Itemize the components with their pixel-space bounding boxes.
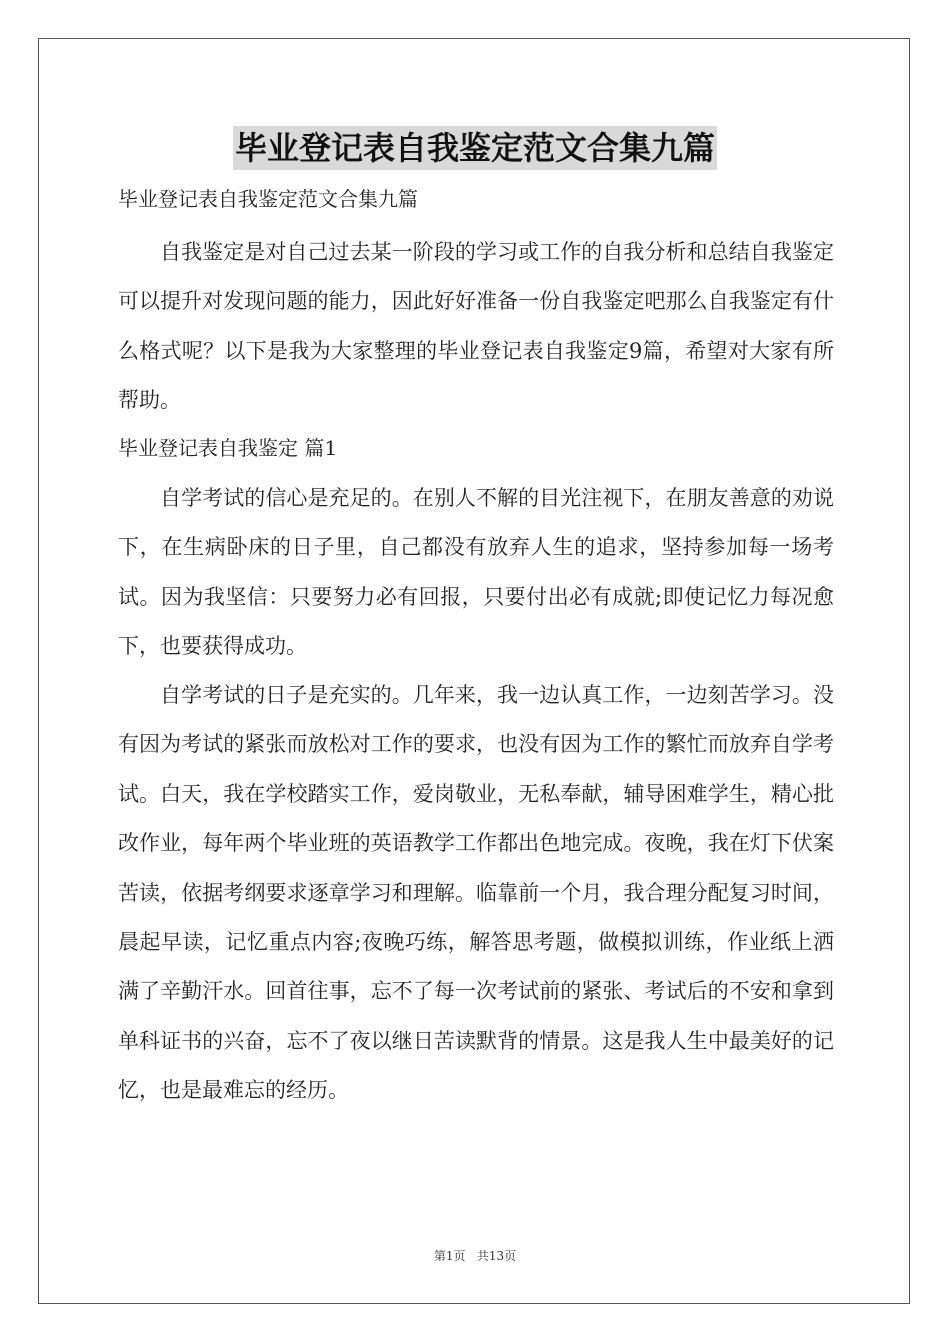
body-paragraph-1: 自学考试的信心是充足的。在别人不解的目光注视下，在朋友善意的劝说下，在生病卧床的日子里，自己都没有放弃人生的追求，坚持参加每一场考试。因为我坚信：只要努力必有回报，只要付出必有成就;即使记忆力每况愈下，也要获得成功。 xyxy=(118,486,834,659)
document-subtitle: 毕业登记表自我鉴定范文合集九篇 xyxy=(118,187,418,211)
document-title: 毕业登记表自我鉴定范文合集九篇 xyxy=(233,126,717,170)
page-footer xyxy=(0,1247,950,1264)
page-number: 第1页 共13页 xyxy=(433,1249,517,1263)
body-paragraph-2: 自学考试的日子是充实的。几年来，我一边认真工作，一边刻苦学习。没有因为考试的紧张而放松对工作的要求，也没有因为工作的繁忙而放弃自学考试。白天，我在学校踏实工作，爱岗敬业，无私奉献，辅导困难学生，精心批改作业，每年两个毕业班的英语教学工作都出色地完成。夜晚，我在灯下伏案苦读，依据考纲要求逐章学习和理解。临靠前一个月，我合理分配复习时间，晨起早读，记忆重点内容;夜晚巧练，解答思考题，做模拟训练，作业纸上洒满了辛勤汗水。回首往事，忘不了每一次考试前的紧张、考试后的不安和拿到单科证书的兴奋，忘不了夜以继日苦读默背的情景。这是我人生中最美好的记忆，也是最难忘的经历。 xyxy=(118,683,834,1103)
intro-paragraph: 自我鉴定是对自己过去某一阶段的学习或工作的自我分析和总结自我鉴定可以提升对发现问题的能力，因此好好准备一份自我鉴定吧那么自我鉴定有什么格式呢？以下是我为大家整理的毕业登记表自我鉴定9篇，希望对大家有所帮助。 xyxy=(118,240,834,413)
section-heading-1: 毕业登记表自我鉴定 篇1 xyxy=(118,436,338,460)
title-container xyxy=(0,126,950,170)
